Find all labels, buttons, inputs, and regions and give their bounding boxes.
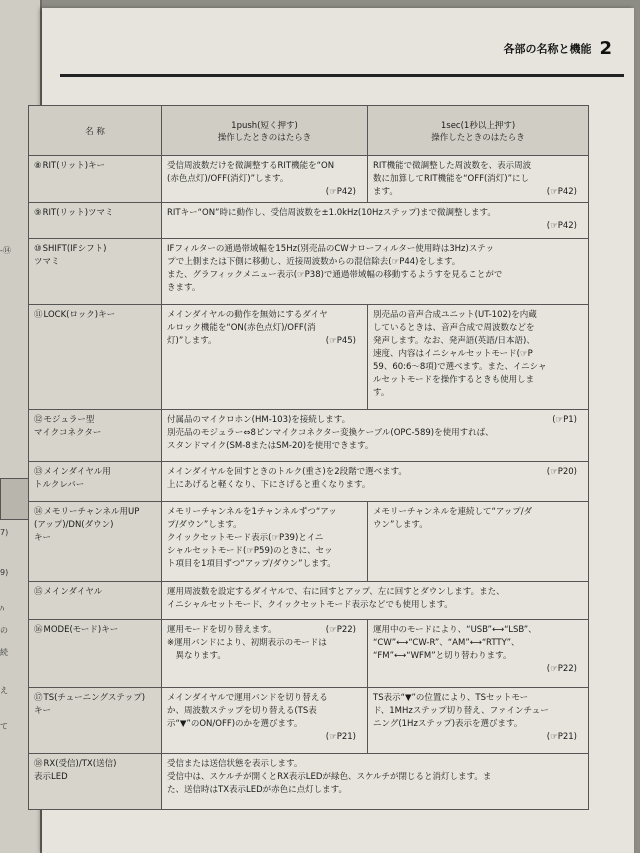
page-ref: (☞P45) — [325, 336, 356, 346]
row-name: ⑮メインダイヤル — [29, 582, 162, 620]
page-ref: (☞P21) — [546, 732, 577, 742]
row-desc: メインダイヤルを回すときのトルク(重さ)を2段階で選べます。 (☞P20) 上にあげると軽くなり、下にさげると重くなります。 — [162, 462, 589, 502]
page-ref: (☞P22) — [546, 664, 577, 674]
row-desc: 付属品のマイクロホン(HM-103)を接続します。 (☞P1) 別売品のモジュラー⇔8ピンマイクコネクター変換ケーブル(OPC-589)を使用すれば、 スタンドマイク(SM-8またはSM-20)を使用できます。 — [162, 410, 589, 462]
row-name: ⑧RIT(リット)キー — [29, 156, 162, 203]
table-row — [29, 620, 589, 688]
table-row — [29, 462, 589, 502]
table-row — [29, 305, 589, 410]
row-name: ⑨RIT(リット)ツマミ — [29, 203, 162, 239]
spec-table — [28, 105, 589, 810]
section-title: 各部の名称と機能 — [503, 42, 592, 56]
row-1push-desc: メインダイヤルで運用バンドを切り替える か、周波数ステップを切り替える(TS表 示“▼”のON/OFF)のかを選びます。 (☞P21) — [162, 688, 368, 754]
page-ref: (☞P21) — [325, 732, 356, 742]
table-row — [29, 582, 589, 620]
row-name: ⑱RX(受信)/TX(送信) 表示LED — [29, 754, 162, 810]
left-page-mark: 9) — [0, 568, 9, 577]
row-desc: 運用周波数を設定するダイヤルで、右に回すとアップ、左に回すとダウンします。また、 イニシャルセットモード、クイックセットモード表示などでも使用します。 — [162, 582, 589, 620]
table-header-row — [29, 106, 589, 156]
row-desc: IFフィルターの通過帯域幅を15Hz(別売品のCWナローフィルター使用時は3Hz)ステッ プで上側または下側に移動し、近接周波数からの混信除去(☞P44)をします。 また、グラフィックメニュー表示(☞P38)で通過帯域幅の移動するようすを見ることがで きます。 — [162, 239, 589, 305]
page-header — [42, 38, 612, 62]
page-ref: (☞P20) — [546, 467, 577, 477]
row-1sec-desc: 運用中のモードにより、“USB”⟷“LSB”、 “CW”⟷“CW-R”、“AM”⟷“RTTY”、 “FM”⟷“WFM”と切り替わります。 (☞P22) — [368, 620, 589, 688]
col-header-1push: 1push(短く押す) 操作したときのはたらき — [162, 106, 368, 156]
row-1sec-desc: RIT機能で微調整した周波数を、表示周波 数に加算してRIT機能を“OFF(消灯)”にし ます。 (☞P42) — [368, 156, 589, 203]
row-1push-desc: メインダイヤルの動作を無効にするダイヤ ルロック機能を“ON(赤色点灯)/OFF(消 灯)”します。 (☞P45) — [162, 305, 368, 410]
col-header-1sec: 1sec(1秒以上押す) 操作したときのはたらき — [368, 106, 589, 156]
row-1sec-desc: メモリーチャンネルを連続して“アップ/ダ ウン”します。 — [368, 502, 589, 582]
left-page-mark: て — [0, 722, 8, 731]
page-ref: (☞P22) — [325, 625, 356, 635]
row-1push-desc: メモリーチャンネルを1チャンネルずつ“アッ プ/ダウン”します。 クイックセットモード表示(☞P39)とイニ シャルセットモード(☞P59)のときに、セッ ト項目を1項目ずつ“アップ/ダウン”します。 — [162, 502, 368, 582]
row-1push-desc: 運用モードを切り替えます。 (☞P22) ※運用バンドにより、初期表示のモードは 異なります。 — [162, 620, 368, 688]
table-row — [29, 203, 589, 239]
left-page-mark: ﾊ — [0, 604, 4, 613]
row-name: ⑪LOCK(ロック)キー — [29, 305, 162, 410]
page-ref: (☞P42) — [546, 221, 577, 231]
header-rule — [60, 74, 624, 77]
row-name: ⑫モジュラー型 マイクコネクター — [29, 410, 162, 462]
table-row — [29, 239, 589, 305]
page-number: 2 — [599, 38, 612, 59]
left-page-mark: 続 — [0, 648, 8, 657]
row-name: ⑰TS(チューニングステップ) キー — [29, 688, 162, 754]
page-ref: (☞P1) — [552, 415, 577, 425]
row-name: ⑩SHIFT(IFシフト) ツマミ — [29, 239, 162, 305]
row-name: ⑭メモリーチャンネル用UP (アップ)/DN(ダウン) キー — [29, 502, 162, 582]
col-header-name: 名 称 — [29, 106, 162, 156]
left-page-mark: -⑭ — [0, 246, 11, 255]
row-desc: 受信または送信状態を表示します。 受信中は、スケルチが開くとRX表示LEDが緑色、スケルチが閉じると消灯します。ま た、送信時はTX表示LEDが赤色に点灯します。 — [162, 754, 589, 810]
left-page-mark: え — [0, 686, 8, 695]
table-row — [29, 688, 589, 754]
page-ref: (☞P42) — [325, 187, 356, 197]
page-ref: (☞P42) — [546, 187, 577, 197]
row-desc: RITキー“ON”時に動作し、受信周波数を±1.0kHz(10Hzステップ)まで微調整します。 (☞P42) — [162, 203, 589, 239]
row-1sec-desc: 別売品の音声合成ユニット(UT-102)を内蔵 しているときは、音声合成で周波数などを 発声します。なお、発声語(英語/日本語)、 速度、内容はイニシャルセットモード(☞P 59、60:6～8項)で選べます。また、イニシャ ルセットモードを操作するときも使用しま す。 — [368, 305, 589, 410]
row-name: ⑬メインダイヤル用 トルクレバー — [29, 462, 162, 502]
left-page-mark: の — [0, 626, 8, 635]
table-row — [29, 156, 589, 203]
table-row — [29, 502, 589, 582]
row-1push-desc: 受信周波数だけを微調整するRIT機能を“ON (赤色点灯)/OFF(消灯)”します。 (☞P42) — [162, 156, 368, 203]
row-name: ⑯MODE(モード)キー — [29, 620, 162, 688]
table-row — [29, 754, 589, 810]
row-1sec-desc: TS表示“▼”の位置により、TSセットモー ド、1MHzステップ切り替え、ファインチュー ニング(1Hzステップ)表示を選びます。 (☞P21) — [368, 688, 589, 754]
left-page-mark: 7) — [0, 528, 9, 537]
table-row — [29, 410, 589, 462]
